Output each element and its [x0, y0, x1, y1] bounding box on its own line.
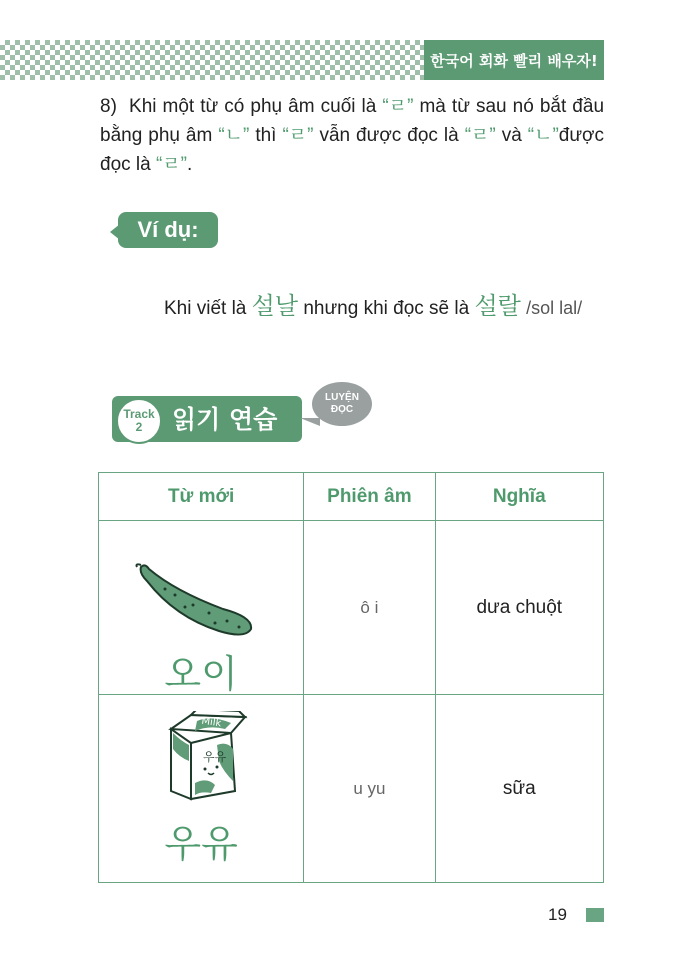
example-text: nhưng khi đọc sẽ là — [303, 298, 470, 319]
example-label: Ví dụ: — [118, 212, 218, 248]
example-sentence — [164, 286, 582, 321]
consonant-rieul: ㄹ — [388, 95, 408, 117]
vocabulary-table — [98, 472, 604, 883]
example-read-word: 설랄 — [474, 292, 521, 320]
header-title: 한국어 회화 빨리 배우자! — [424, 40, 604, 80]
milk-carton-icon — [161, 711, 251, 801]
rule-text: được đọc là — [100, 125, 605, 175]
cucumber-icon — [135, 561, 265, 641]
rule-text: vẫn được đọc là — [319, 125, 459, 146]
example-text: Khi viết là — [164, 298, 247, 319]
consonant-rieul: ㄹ — [288, 124, 308, 146]
column-header: Nghĩa — [435, 473, 603, 521]
column-header: Phiên âm — [304, 473, 435, 521]
section-title: 읽기 연습 — [172, 405, 278, 434]
carton-korean-label: 우유 — [203, 750, 227, 764]
bubble-line: LUYỆN — [325, 392, 359, 403]
track-number: 2 — [135, 420, 143, 434]
consonant-rieul: ㄹ — [162, 153, 181, 175]
pronunciation: ô i — [360, 597, 379, 617]
pronunciation: u yu — [353, 778, 386, 798]
rule-end: . — [187, 154, 193, 175]
word-korean: 오이 — [164, 652, 238, 696]
track-word: Track — [123, 407, 155, 421]
rule-paragraph: 8) Khi một từ có phụ âm cuối là “ㄹ” mà từ sau nó bắt đầu bằng phụ âm “ㄴ” thì “ㄹ” vẫn được đọc là “ㄹ” và “ㄴ”được đọc là “ㄹ”. — [100, 95, 605, 175]
table-row — [99, 521, 604, 695]
consonant-rieul: ㄹ — [471, 124, 490, 146]
column-header: Từ mới — [99, 473, 304, 521]
consonant-nieun: ㄴ — [534, 124, 553, 146]
pronunciation-cell — [304, 695, 435, 883]
rule-text: Khi một từ có phụ âm cuối là — [129, 96, 377, 117]
word-cell — [99, 521, 304, 695]
table-header-row — [99, 473, 604, 521]
meaning-cell — [435, 695, 603, 883]
example-romanization: /sol lal/ — [526, 298, 583, 318]
rule-text: và — [501, 125, 522, 146]
page-marker — [586, 908, 604, 922]
meaning: dưa chuột — [476, 596, 563, 618]
consonant-nieun: ㄴ — [224, 124, 244, 146]
meaning-cell — [435, 521, 603, 695]
word-cell — [99, 695, 304, 883]
pronunciation-cell — [304, 521, 435, 695]
example-written-word: 설날 — [251, 292, 299, 320]
rule-text: thì — [255, 125, 277, 146]
rule-number: 8) — [100, 96, 117, 117]
word-korean: 우유 — [164, 822, 238, 866]
page-number: 19 — [548, 905, 567, 924]
track-badge — [116, 398, 162, 444]
bubble-line: ĐỌC — [330, 404, 354, 415]
rule-text: mà từ sau nó bắt đầu bằng phụ âm — [100, 96, 605, 146]
table-row — [99, 695, 604, 883]
speech-bubble-tail — [300, 418, 320, 426]
milk-label: Milk — [200, 715, 223, 730]
meaning: sữa — [502, 777, 536, 799]
speech-bubble — [312, 382, 372, 426]
